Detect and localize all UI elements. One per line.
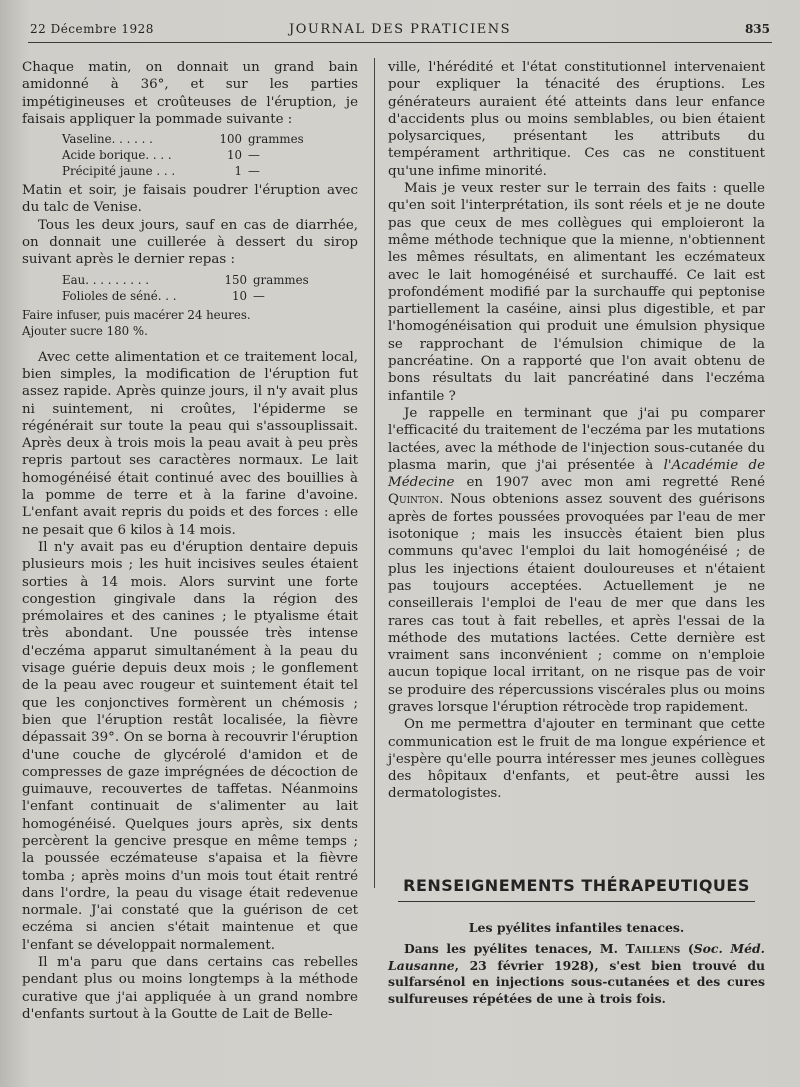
paragraph: Je rappelle en terminant que j'ai pu comparer l'efficacité du traitement de l'eczéma par les mutations lactées, avec la méthode de l'injection sous-cutanée du plasma marin, que j'ai présentée à l'Académie de Médecine en 1907 avec mon ami regretté René Quinton. Nous obtenions assez souvent des guérisons après de fortes poussées provoquées par l'eau de mer isotonique ; mais les insuccès étaient bien plus communs qu'avec l'emploi du lait homogénéisé ; de plus les injections étaient douloureuses et n'étaient pas toujours acceptées. Actuellement je ne conseillerais l'emploi de l'eau de mer que dans les rares cas tout à fait rebelles, et après l'essai de la méthode des mutations lactées. Cette dernière est vraiment sans inconvénient ; comme on n'emploie aucun topique local irritant, on ne risque pas de voir se produire des répercussions viscérales plus ou moins graves lorsque l'éruption rétrocède trop rapidement. — [388, 405, 765, 715]
paragraph: ville, l'hérédité et l'état constitutionnel intervenaient pour expliquer la ténacité des éruptions. Les générateurs auraient été atteints dans leur enfance d'accidents plus ou moins semblables, ou bien étaient polysarciques, présentant les attributs du tempérament arthritique. Ces cas ne constituent qu'une infime minorité. — [388, 60, 765, 179]
right-column — [388, 59, 765, 803]
paragraph: Il m'a paru que dans certains cas rebelles pendant plus ou moins longtemps à la méthode curative que j'ai appliquée à un grand nombre d'enfants surtout à la Goutte de Lait de Belle- — [22, 955, 358, 1022]
recipe-line: Acide borique. . . . 10 — — [62, 148, 260, 163]
ointment-recipe — [22, 131, 358, 179]
paragraph: On me permettra d'ajouter en terminant que cette communication est le fruit de ma longue expérience et j'espère qu'elle pourra intéresser mes jeunes collègues des hôpitaux d'enfants, et peut-être aussi les dermatologistes. — [388, 717, 765, 802]
paragraph: Mais je veux rester sur le terrain des faits : quelle qu'en soit l'interprétation, ils sont réels et je ne doute pas que ceux de mes collègues qui emploieront la même méthode technique que la mienne, n'obtiennent les mêmes résultats, en alimentant les eczémateux avec le lait homogénéisé et surchauffé. Ce lait est profondément modifié par la surchauffe qui peptonise partiellement la caséine, ainsi plus digestible, et par l'homogénéisation qui produit une émulsion physique se rapprochant de l'émulsion chimique de la pancréatine. On a rapporté que l'on avait obtenu de bons résultats du lait pancréatiné dans l'eczéma infantile ? — [388, 181, 765, 404]
paragraph: Il n'y avait pas eu d'éruption dentaire depuis plusieurs mois ; les huit incisives seules étaient sorties à 14 mois. Alors survint une forte congestion gingivale dans la région des prémolaires et des canines ; le ptyalisme était très abondant. Une poussée très intense d'eczéma apparut simultanément à la peau du visage guérie depuis deux mois ; le gonflement de la peau avec rougeur et suintement était tel que les conjonctives formèrent un chémosis ; bien que l'éruption restât localisée, la fièvre dépassait 39°. On se borna à recouvrir l'éruption d'une couche de glycérolé d'amidon et de compresses de gaze imprégnées de décoction de guimauve, recouvertes de taffetas. Néanmoins l'enfant continuait de s'alimenter au lait homogénéisé. Quelques jours après, six dents percèrent la gencive presque en même temps ; la poussée eczémateuse s'apaisa et la fièvre tomba ; après moins d'un mois tout était rentré dans l'ordre, la peau du visage était redevenue normale. J'ai constaté que la guérison de cet eczéma si ancien s'était maintenue et que l'enfant se développait normalement. — [22, 539, 358, 953]
therapeutic-section — [388, 876, 765, 1007]
column-divider — [374, 58, 375, 888]
running-header — [30, 22, 770, 40]
section-body: Dans les pyélites tenaces, M. Taillens (Soc. Méd. Lausanne, 23 février 1928), s'est bien trouvé du sulfarsénol en injections sous-cutanées et des cures sulfureuses répétées de une à trois fois. — [388, 941, 765, 1006]
paragraph: Chaque matin, on donnait un grand bain amidonné à 36°, et sur les parties impétigineuses et croûteuses de l'éruption, je faisais appliquer la pommade suivante : — [22, 60, 358, 127]
academy-name: l'Académie de Médecine — [388, 457, 765, 491]
recipe-line: Vaseline. . . . . . 100 grammes — [62, 132, 304, 147]
header-date: 22 Décembre 1928 — [30, 22, 154, 36]
header-rule — [28, 42, 772, 43]
section-subtitle: Les pyélites infantiles tenaces. — [468, 920, 685, 935]
paragraph: Avec cette alimentation et ce traitement local, bien simples, la modification de l'éruption fut assez rapide. Après quinze jours, il n'y avait plus ni suintement, ni croûtes, l'épiderme se régénérait sur toute la peau qui s'assouplissait. Après deux à trois mois la peau avait à peu près repris partout ses caractères normaux. Le lait homogénéisé était continué avec des bouillies à la pomme de terre et à la farine d'avoine. L'enfant avait repris du poids et des forces : elle ne pesait que 6 kilos à 14 mois. — [22, 349, 358, 538]
paragraph: Matin et soir, je faisais poudrer l'éruption avec du talc de Venise. — [22, 183, 358, 216]
syrup-recipe — [22, 272, 358, 304]
journal-title: JOURNAL DES PRATICIENS — [289, 22, 511, 37]
recipe-line: Folioles de séné. . . 10 — — [62, 288, 265, 303]
recipe-note: Faire infuser, puis macérer 24 heures. — [22, 307, 251, 322]
section-title: RENSEIGNEMENTS THÉRAPEUTIQUES — [398, 876, 755, 902]
paragraph: Tous les deux jours, sauf en cas de diarrhée, on donnait une cuillerée à dessert du sirop suivant après le dernier repas : — [22, 217, 358, 268]
author-name: Quinton — [388, 492, 440, 508]
recipe-line: Eau. . . . . . . . . 150 grammes — [62, 272, 309, 287]
left-column — [22, 59, 358, 1023]
author-name: Taillens — [625, 941, 681, 956]
recipe-note: Ajouter sucre 180 %. — [22, 323, 148, 338]
recipe-line: Précipité jaune . . . 1 — — [62, 164, 260, 179]
page-number: 835 — [744, 22, 770, 36]
source-citation: Soc. Méd. Lausanne — [388, 941, 765, 973]
